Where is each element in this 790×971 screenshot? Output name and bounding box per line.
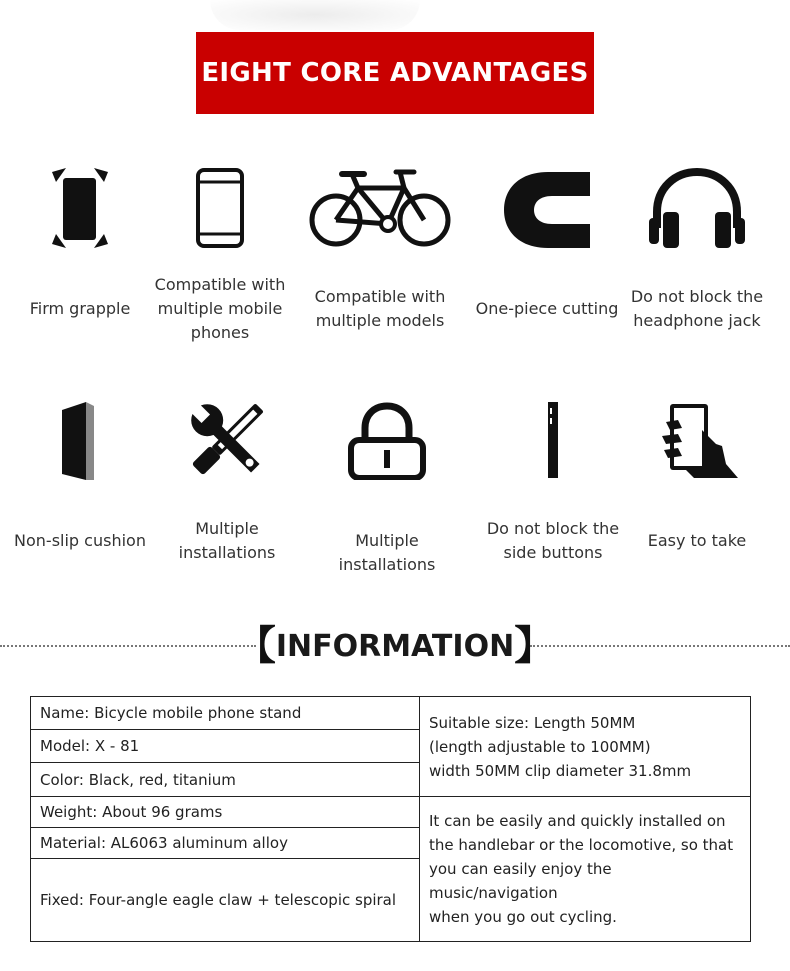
feature-label: Do not block the headphone jack <box>630 287 764 330</box>
information-title <box>235 620 555 672</box>
table-cell-material: Material: AL6063 aluminum alloy <box>31 828 420 859</box>
size-line: Suitable size: Length 50MM <box>429 713 636 732</box>
install-line: the handlebar or the locomotive, so that <box>429 836 734 854</box>
feature-label: Do not block the side buttons <box>486 519 620 562</box>
feature-label: Multiple installations <box>338 531 436 574</box>
feature-label: Multiple installations <box>178 519 276 562</box>
hand-phone-icon <box>622 392 772 488</box>
table-cell-name: Name: Bicycle mobile phone stand <box>31 697 420 730</box>
feature-label: Compatible with multiple models <box>314 287 446 330</box>
cutting-c-icon <box>472 160 622 256</box>
table-cell-size <box>420 697 751 797</box>
install-line: when you go out cycling. <box>429 908 617 926</box>
tools-icon <box>152 392 302 488</box>
table-cell-fixed: Fixed: Four-angle eagle claw + telescopic spiral <box>31 859 420 942</box>
divider-left <box>0 645 256 647</box>
table-row <box>31 797 751 828</box>
banner-title: EIGHT CORE ADVANTAGES <box>201 58 589 88</box>
feature-label: Non-slip cushion <box>14 531 146 550</box>
table-cell-install <box>420 797 751 942</box>
cushion-icon <box>5 392 155 488</box>
size-line: width 50MM clip diameter 31.8mm <box>429 761 692 780</box>
install-line: It can be easily and quickly installed on <box>429 812 726 830</box>
background-decoration <box>210 0 420 30</box>
bicycle-icon <box>305 160 455 256</box>
table-cell-color: Color: Black, red, titanium <box>31 763 420 797</box>
feature-label: Easy to take <box>647 531 747 550</box>
phone-icon <box>145 160 295 256</box>
table-cell-model: Model: X - 81 <box>31 730 420 763</box>
bracket-left: 【 <box>235 623 276 669</box>
side-buttons-icon <box>478 392 628 488</box>
install-line: you can easily enjoy the music/navigation <box>429 860 612 902</box>
bracket-right: 】 <box>514 623 555 669</box>
feature-label: One-piece cutting <box>475 299 619 318</box>
divider-right <box>530 645 790 647</box>
lock-icon <box>312 392 462 488</box>
grip-icon <box>5 160 155 256</box>
size-line: (length adjustable to 100MM) <box>429 737 651 756</box>
headphones-icon <box>622 160 772 256</box>
information-table <box>30 696 751 942</box>
table-cell-weight: Weight: About 96 grams <box>31 797 420 828</box>
feature-label: Compatible with multiple mobile phones <box>154 275 286 342</box>
table-row <box>31 697 751 730</box>
feature-label: Firm grapple <box>29 299 131 318</box>
information-title-text: INFORMATION <box>275 628 515 664</box>
section-banner <box>196 32 594 114</box>
